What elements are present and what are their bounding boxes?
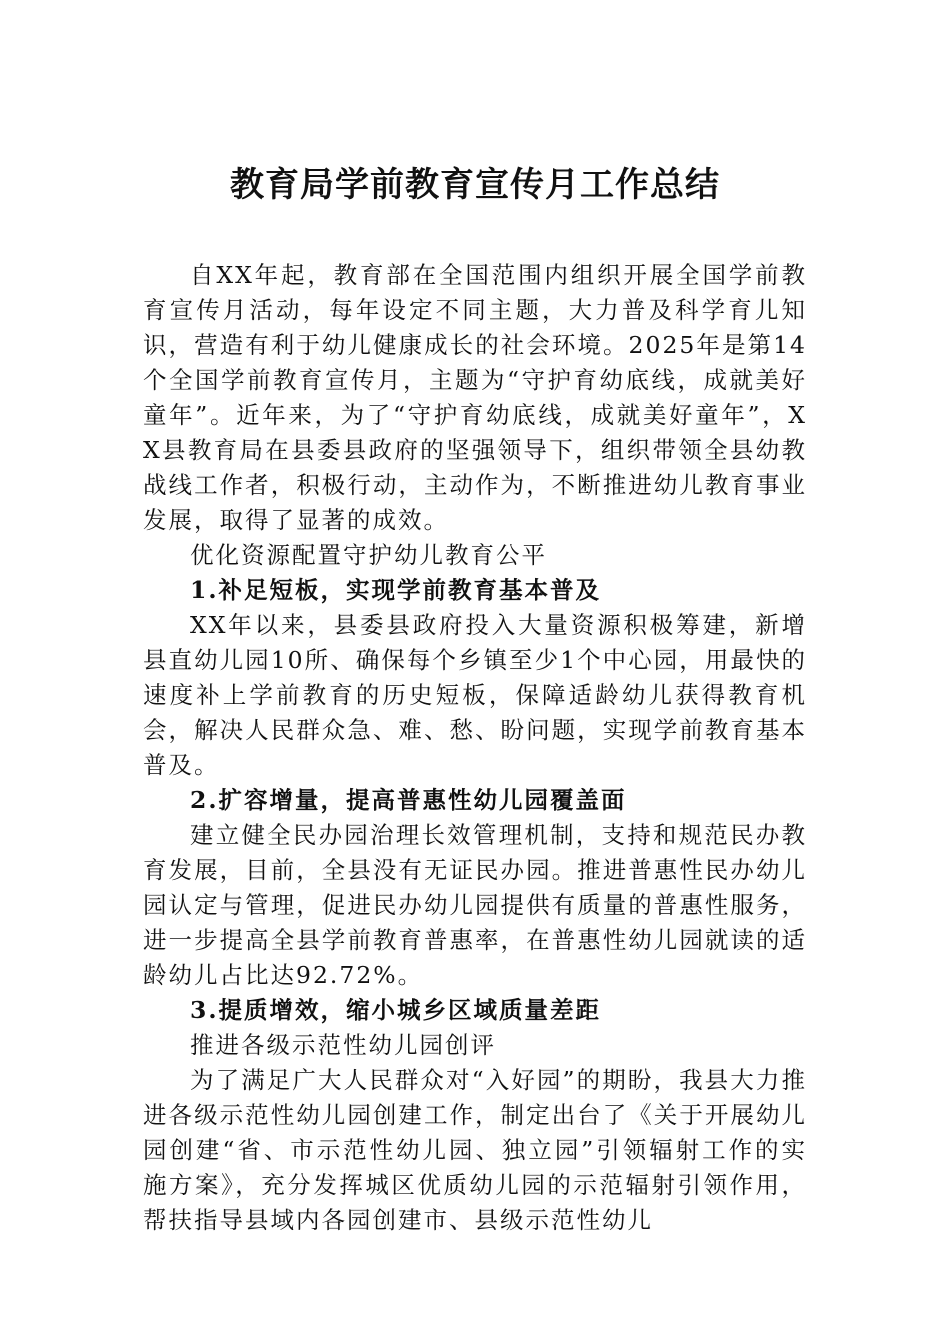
subheading-2: 2.扩容增量，提高普惠性幼儿园覆盖面 (190, 786, 627, 814)
subheading-3: 3.提质增效，缩小城乡区域质量差距 (190, 996, 602, 1024)
paragraph-1: XX年以来，县委县政府投入大量资源积极筹建，新增县直幼儿园10所、确保每个乡镇至少1个中心园，用最快的速度补上学前教育的历史短板，保障适龄幼儿获得教育机会，解决人民群众急、难、愁、盼问题，实现学前教育基本普及。 (143, 611, 807, 779)
intro-paragraph: 自XX年起，教育部在全国范围内组织开展全国学前教育宣传月活动，每年设定不同主题，大力普及科学育儿知识，营造有利于幼儿健康成长的社会环境。2025年是第14个全国学前教育宣传月，主题为“守护育幼底线，成就美好童年”。近年来，为了“守护育幼底线，成就美好童年”，XX县教育局在县委县政府的坚强领导下，组织带领全县幼教战线工作者，积极行动，主动作为，不断推进幼儿教育事业发展，取得了显著的成效。 (143, 261, 807, 534)
section-heading-resources: 优化资源配置守护幼儿教育公平 (190, 541, 547, 569)
document-body (143, 258, 807, 1238)
subheading-1: 1.补足短板，实现学前教育基本普及 (190, 576, 602, 604)
paragraph-2: 建立健全民办园治理长效管理机制，支持和规范民办教育发展，目前，全县没有无证民办园。推进普惠性民办幼儿园认定与管理，促进民办幼儿园提供有质量的普惠性服务，进一步提高全县学前教育普惠率，在普惠性幼儿园就读的适龄幼儿占比达92.72%。 (143, 821, 807, 989)
paragraph-3: 为了满足广大人民群众对“入好园”的期盼，我县大力推进各级示范性幼儿园创建工作，制定出台了《关于开展幼儿园创建“省、市示范性幼儿园、独立园”引领辐射工作的实施方案》，充分发挥城区优质幼儿园的示范辐射引领作用，帮扶指导县域内各园创建市、县级示范性幼儿 (143, 1066, 807, 1234)
section-heading-demonstration: 推进各级示范性幼儿园创评 (190, 1031, 496, 1059)
document-title: 教育局学前教育宣传月工作总结 (230, 165, 720, 205)
